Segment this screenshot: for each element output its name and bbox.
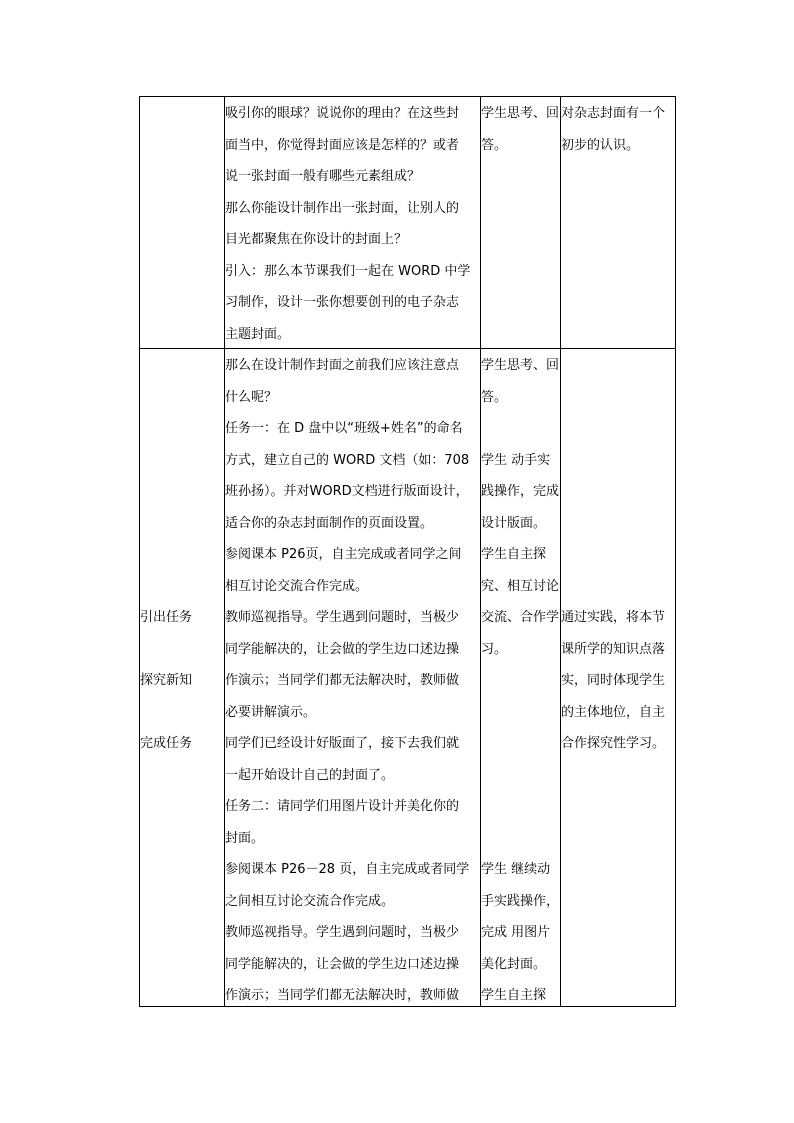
text-line [481,791,560,823]
text-line: 任务二：请同学们用图片设计并美化你的 [225,799,460,814]
text-line [481,823,560,855]
row2-intent-cell [561,602,675,760]
row1-intent-cell [561,98,675,161]
text-line: 同学能解决的，让会做的学生边口述边操 [225,641,460,657]
lesson-plan-table [139,96,676,1007]
text-line: 参阅课本 P26－28 页，自主完成或者同学 [225,862,470,877]
text-line: 美化封面。 [481,956,547,972]
text-line: 引入：那么本节课我们一起在 WORD 中学 [225,263,471,279]
text-line: 相互讨论交流合作完成。 [225,578,369,594]
text-line: 手实践操作， [481,893,560,909]
text-line: 对杂志封面有一个 [561,106,666,121]
text-line [481,665,560,697]
text-line: 的主体地位，自主 [561,704,666,720]
table-border-right [675,96,676,1007]
text-line: 学生 继续动 [481,862,551,877]
text-line: 任务一：在 D 盘中以“班级+姓名”的命名 [225,421,463,436]
text-line: 交流、合作学 [481,610,560,625]
text-line: 面当中，你觉得封面应该是怎样的？或者 [225,137,460,153]
column-divider-3 [560,96,561,1007]
row1-student-cell [481,98,560,161]
text-line: 之间相互讨论交流合作完成。 [225,893,395,909]
text-line [481,413,560,445]
text-line: 究、相互讨论 [481,578,560,594]
text-line [481,728,560,760]
text-line: 学生自主探 [481,988,547,1003]
text-line: 封面。 [225,830,265,846]
text-line: 学生思考、回 [481,358,560,373]
text-line: 实，同时体现学生 [561,673,666,688]
text-line: 作演示；当同学们都无法解决时，教师做 [225,988,460,1003]
text-line: 习制作，设计一张你想要创刊的电子杂志 [225,295,460,310]
text-line: 那么你能设计制作出一张封面，让别人的 [225,200,460,216]
stage-label: 完成任务 [140,736,193,751]
text-line: 一起开始设计自己的封面了。 [225,767,395,783]
table-border-top [139,96,676,97]
text-line: 课所学的知识点落 [561,641,666,657]
text-line: 方式，建立自己的 WORD 文档（如：708 [225,452,470,468]
text-line: 践操作，完成 [481,484,560,499]
text-line: 答。 [481,389,508,405]
text-line: 教师巡视指导。学生遇到问题时，当极少 [225,610,460,625]
text-line: 主题封面。 [225,326,291,342]
text-line [481,697,560,729]
text-line: 完成 用图片 [481,925,551,940]
stage-label: 探究新知 [140,673,193,688]
text-line: 同学们已经设计好版面了，接下去我们就 [225,736,460,751]
text-line: 同学能解决的，让会做的学生边口述边操 [225,956,460,972]
text-line [481,760,560,792]
row2-stage-cell [140,349,224,1006]
text-line: 学生自主探 [481,547,547,562]
text-line: 必要讲解演示。 [225,704,317,720]
text-line: 作演示；当同学们都无法解决时，教师做 [225,673,460,688]
text-line: 教师巡视指导。学生遇到问题时，当极少 [225,925,460,940]
text-line: 吸引你的眼球？说说你的理由？在这些封 [225,106,460,121]
text-line: 设计版面。 [481,515,547,531]
text-line: 班孙扬）。并对WORD文档进行版面设计， [225,484,469,499]
row1-activity-cell [225,98,480,350]
text-line: 通过实践，将本节 [561,610,666,625]
text-line: 习。 [481,641,508,657]
text-line: 什么呢？ [225,389,278,405]
text-line: 目光都聚焦在你设计的封面上？ [225,232,408,247]
text-line: 适合你的杂志封面制作的页面设置。 [225,515,434,531]
text-line: 合作探究性学习。 [561,736,666,751]
text-line: 那么在设计制作封面之前我们应该注意点 [225,358,460,373]
text-line: 初步的认识。 [561,137,640,153]
text-line: 说一张封面一般有哪些元素组成？ [225,169,421,184]
row2-student-cell [481,350,560,1012]
row2-activity-cell [225,350,480,1012]
stage-label: 引出任务 [140,610,193,625]
text-line: 学生 动手实 [481,452,551,468]
text-line: 学生思考、回 [481,106,560,121]
text-line: 参阅课本 P26页，自主完成或者同学之间 [225,547,462,562]
text-line: 答。 [481,137,508,153]
